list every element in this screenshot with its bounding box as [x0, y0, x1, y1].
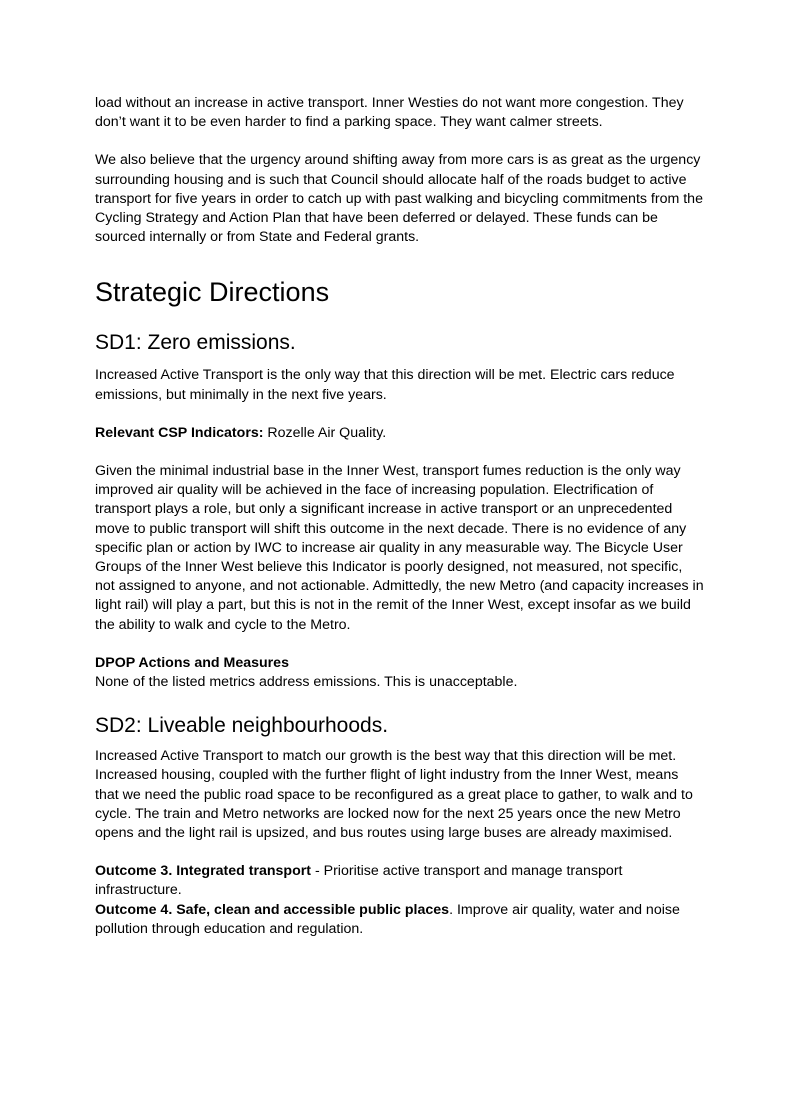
spacer — [95, 132, 705, 151]
spacer — [95, 309, 705, 329]
intro-paragraph-2: We also believe that the urgency around shifting away from more cars is as great as the urgency surrounding housing and is such that Council should allocate half of the roads budget to active transport for five years in order to catch up with past walking and bicycling commitments from the Cycling Strategy and Action Plan that have been deferred or delayed. These funds can be sourced internally or from State and Federal grants. — [95, 152, 703, 246]
spacer — [95, 739, 705, 747]
sd1-csp-indicators — [95, 424, 705, 443]
outcome-3-label: Outcome 3. Integrated transport — [95, 863, 311, 880]
spacer — [95, 247, 705, 275]
dpop-heading-text: DPOP Actions and Measures — [95, 654, 289, 671]
dpop-heading — [95, 654, 705, 673]
spacer — [95, 356, 705, 366]
csp-label: Relevant CSP Indicators: — [95, 424, 264, 441]
outcome-3-text: - Prioritise active transport and manage transport infrastructure. — [95, 863, 623, 899]
spacer — [95, 635, 705, 654]
document-page — [95, 94, 705, 939]
sd2-title: SD2: Liveable neighbourhoods. — [95, 714, 389, 738]
outcome-4-label: Outcome 4. Safe, clean and accessible public places — [95, 901, 450, 918]
outcome-4 — [95, 901, 705, 939]
spacer — [95, 692, 705, 712]
outcome-3 — [95, 862, 705, 900]
spacer — [95, 443, 705, 462]
sd2-paragraph-1: Increased Active Transport to match our growth is the best way that this direction will be met. Increased housing, coupled with the further flight of light industry from the Inner West, means that we need the public road space to be reconfigured as a great place to gather, to walk and to cycle. The train and Metro networks are locked now for the next 25 years once the new Metro opens and the light rail is upsized, and bus routes using large buses are already maximised. — [95, 748, 693, 842]
section-heading: Strategic Directions — [95, 277, 330, 308]
outcome-4-text: . Improve air quality, water and noise pollution through education and regulation. — [95, 901, 680, 937]
sd1-paragraph-2: Given the minimal industrial base in the Inner West, transport fumes reduction is the only way improved air quality will be achieved in the face of increasing population. Electrification of transport plays a role, but only a significant increase in active transport or an unprecedented move to public transport will shift this outcome in the next decade. There is no evidence of any specific plan or action by IWC to increase air quality in any measurable way. The Bicycle User Groups of the Inner West believe this Indicator is poorly designed, not measured, not specific, not assigned to anyone, and not actionable. Admittedly, the new Metro (and capacity increases in light rail) will play a part, but this is not in the remit of the Inner West, except insofar as we build the ability to walk and cycle to the Metro. — [95, 463, 704, 633]
dpop-text: None of the listed metrics address emissions. This is unacceptable. — [95, 674, 518, 691]
sd1-paragraph-1: Increased Active Transport is the only way that this direction will be met. Electric cars reduce emissions, but minimally in the next five years. — [95, 367, 675, 403]
intro-paragraph-1: load without an increase in active transport. Inner Westies do not want more congestion. They don’t want it to be even harder to find a parking space. They want calmer streets. — [95, 95, 684, 131]
csp-value: Rozelle Air Quality. — [263, 424, 387, 441]
sd1-title: SD1: Zero emissions. — [95, 331, 296, 355]
spacer — [95, 843, 705, 862]
spacer — [95, 405, 705, 424]
